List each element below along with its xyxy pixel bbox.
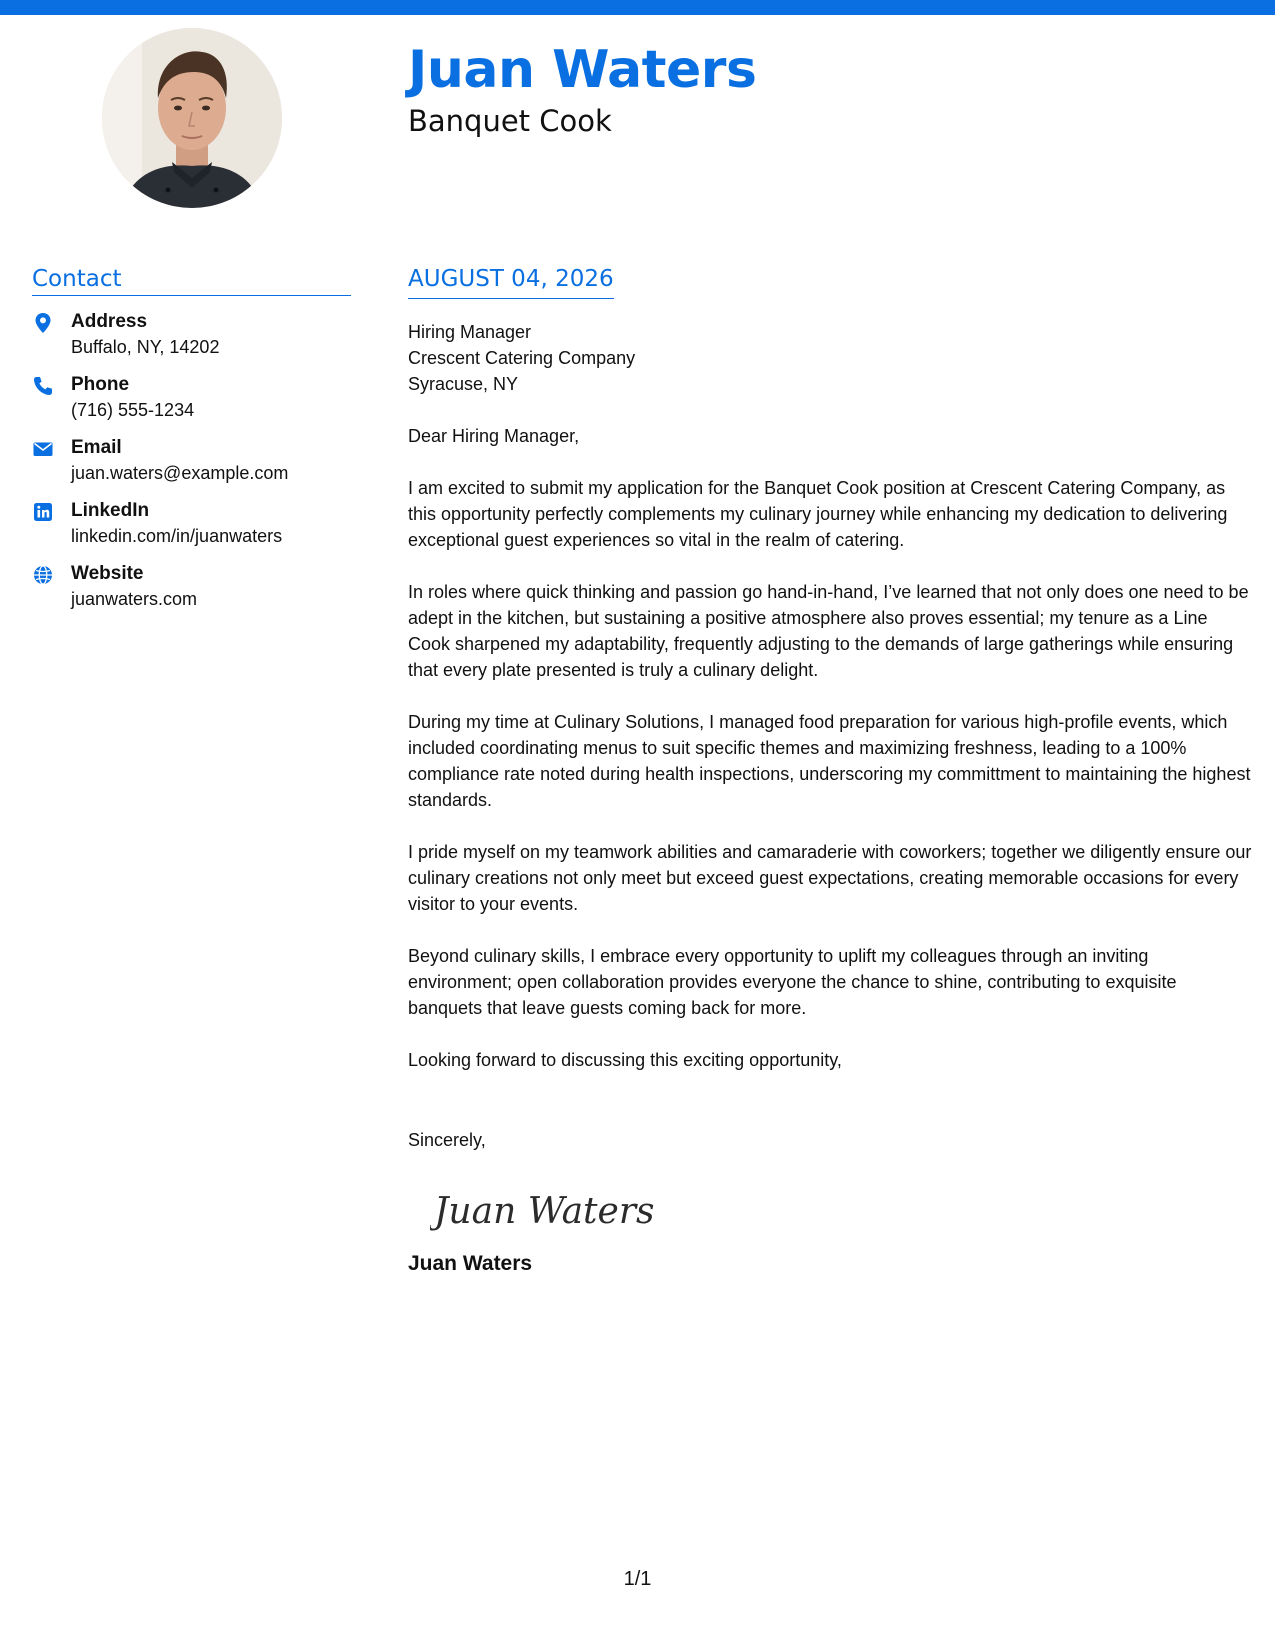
letter-date: AUGUST 04, 2026	[408, 266, 614, 299]
contact-label: Phone	[71, 374, 130, 395]
contact-label: Address	[71, 311, 148, 332]
recipient-block	[408, 319, 1253, 397]
phone-icon	[32, 375, 54, 397]
contact-item-website	[32, 562, 351, 625]
phone-value[interactable]: (716) 555-1234	[71, 400, 195, 420]
contact-heading: Contact	[32, 266, 351, 296]
contact-item-linkedin	[32, 499, 351, 562]
contact-item-address	[32, 310, 351, 373]
letter-paragraph: I pride myself on my teamwork abilities and camaraderie with coworkers; together we diligently ensure our culinary creations not only meet but exceed guest expectations, creating memorable occasions for every visitor to your events.	[408, 842, 1252, 914]
contact-label: Website	[71, 563, 144, 584]
linkedin-value[interactable]: linkedin.com/in/juanwaters	[71, 526, 283, 546]
contact-sidebar	[32, 266, 351, 625]
handwritten-signature	[430, 1179, 660, 1239]
letter-paragraph: In roles where quick thinking and passion go hand-in-hand, I’ve learned that not only does one need to be adept in the kitchen, but sustaining a positive atmosphere also proves essential; my tenure as a Line Cook sharpened my adaptability, frequently adjusting to the demands of large gatherings while ensuring that every plate presented is truly a culinary delight.	[408, 582, 1249, 680]
closing-line: Looking forward to discussing this exciting opportunity,	[408, 1050, 842, 1070]
envelope-icon	[32, 438, 54, 460]
email-value[interactable]: juan.waters@example.com	[71, 463, 289, 483]
salutation: Dear Hiring Manager,	[408, 426, 580, 446]
letter-paragraph: I am excited to submit my application for the Banquet Cook position at Crescent Catering Company, as this opportunity perfectly complements my culinary journey while enhancing my dedication to delivering exceptional guest experiences so vital in the realm of catering.	[408, 478, 1228, 550]
letter-paragraphs	[408, 475, 1253, 1073]
job-title: Banquet Cook	[408, 104, 612, 138]
linkedin-icon	[32, 501, 54, 523]
recipient-line: Syracuse, NY	[408, 374, 519, 394]
address-value: Buffalo, NY, 14202	[71, 337, 220, 357]
recipient-line: Crescent Catering Company	[408, 348, 636, 368]
letter-body	[408, 266, 1253, 1277]
recipient-line: Hiring Manager	[408, 322, 532, 342]
top-accent-bar	[0, 0, 1275, 15]
sign-off: Sincerely,	[408, 1130, 486, 1150]
candidate-name: Juan Waters	[408, 40, 757, 100]
profile-photo	[102, 28, 282, 208]
website-value[interactable]: juanwaters.com	[71, 589, 198, 609]
letter-paragraph: Beyond culinary skills, I embrace every opportunity to uplift my colleagues through an inviting environment; open collaboration provides everyone the chance to shine, contributing to exquisite banquets that leave guests coming back for more.	[408, 946, 1177, 1018]
page-number: 1/1	[623, 1568, 652, 1590]
contact-item-email	[32, 436, 351, 499]
map-pin-icon	[32, 312, 54, 334]
globe-icon	[32, 564, 54, 586]
contact-label: LinkedIn	[71, 500, 150, 521]
signer-name: Juan Waters	[408, 1252, 533, 1275]
contact-list	[32, 310, 351, 625]
signature-script: Juan Waters	[434, 1191, 655, 1232]
contact-label: Email	[71, 437, 122, 458]
contact-item-phone	[32, 373, 351, 436]
letter-paragraph: During my time at Culinary Solutions, I managed food preparation for various high-profile events, which included coordinating menus to suit specific themes and maximizing freshness, leading to a 100% compliance rate noted during health inspections, underscoring my committment to maintaining the highest standards.	[408, 712, 1251, 810]
